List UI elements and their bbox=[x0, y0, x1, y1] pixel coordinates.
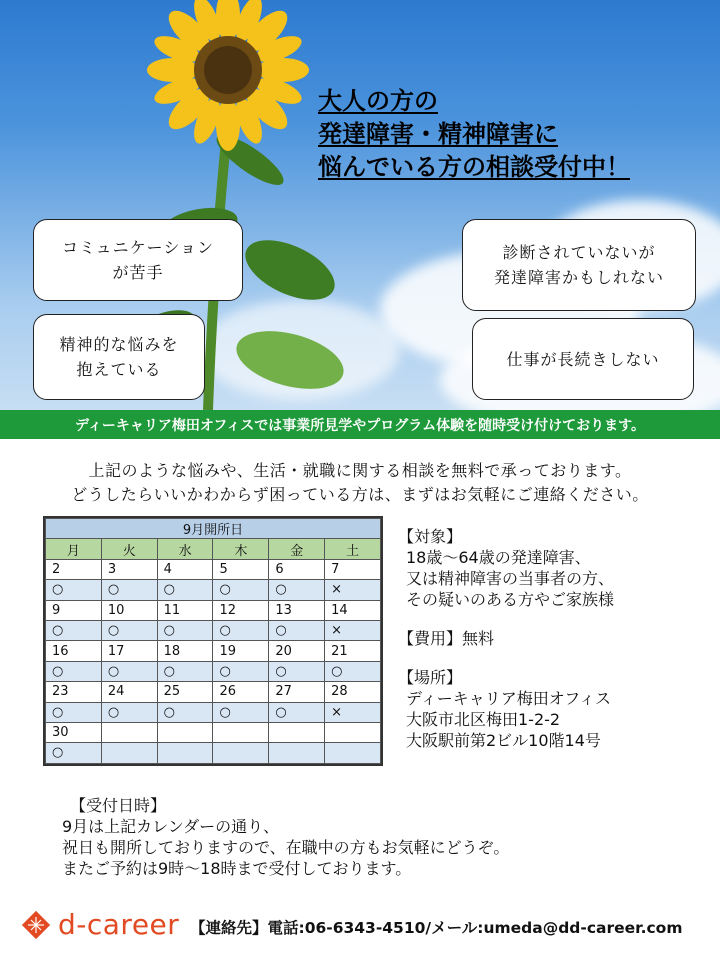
calendar-status-row bbox=[46, 580, 381, 600]
calendar-status-cell: ○ bbox=[157, 580, 213, 600]
calendar-status-cell: ○ bbox=[269, 620, 325, 640]
calendar-date-cell: 18 bbox=[157, 641, 213, 661]
calendar-date-row bbox=[46, 559, 381, 579]
calendar-status-cell bbox=[101, 743, 157, 763]
weekday-header: 月 bbox=[46, 539, 102, 559]
calendar-status-cell: × bbox=[325, 580, 381, 600]
calendar-status-cell: ○ bbox=[269, 661, 325, 681]
calendar-date-cell: 25 bbox=[157, 682, 213, 702]
calendar-date-cell: 5 bbox=[213, 559, 269, 579]
calendar-status-cell: ○ bbox=[213, 661, 269, 681]
calendar-date-cell: 26 bbox=[213, 682, 269, 702]
d-career-logo bbox=[22, 908, 179, 941]
schedule-line: 祝日も開所しておりますので、在職中の方もお気軽にどうぞ。 bbox=[62, 838, 510, 857]
reception-schedule bbox=[62, 795, 510, 879]
calendar-date-cell: 3 bbox=[101, 559, 157, 579]
calendar-date-cell bbox=[157, 722, 213, 742]
place-heading: 【場所】 bbox=[398, 668, 463, 687]
logo-text: d-career bbox=[58, 908, 180, 941]
calendar-date-cell: 14 bbox=[325, 600, 381, 620]
calendar-status-row bbox=[46, 702, 381, 722]
info-panel bbox=[398, 526, 614, 751]
cost-row bbox=[398, 628, 614, 649]
calendar-status-cell: ○ bbox=[101, 702, 157, 722]
calendar-status-cell: ○ bbox=[46, 580, 102, 600]
calendar-date-cell: 10 bbox=[101, 600, 157, 620]
place-line: 大阪市北区梅田1-2-2 bbox=[406, 710, 561, 729]
intro-line-1: 上記のような悩みや、生活・就職に関する相談を無料で承っております。 bbox=[88, 461, 632, 480]
calendar-title: 9月開所日 bbox=[46, 519, 381, 539]
calendar-date-cell: 13 bbox=[269, 600, 325, 620]
calendar-date-cell: 24 bbox=[101, 682, 157, 702]
calendar-status-cell: ○ bbox=[46, 702, 102, 722]
calendar-date-cell bbox=[325, 722, 381, 742]
cost-heading: 【費用】 bbox=[398, 629, 463, 648]
calendar-status-cell: × bbox=[325, 620, 381, 640]
target-line: 18歳～64歳の発達障害、 bbox=[406, 548, 591, 567]
target-line: その疑いのある方やご家族様 bbox=[406, 590, 615, 609]
calendar-date-cell: 20 bbox=[269, 641, 325, 661]
calendar-status-cell: ○ bbox=[213, 620, 269, 640]
opening-calendar bbox=[45, 518, 381, 764]
place-line: 大阪駅前第2ビル10階14号 bbox=[406, 731, 601, 750]
cost-value: 無料 bbox=[462, 629, 495, 648]
calendar-date-cell: 7 bbox=[325, 559, 381, 579]
bubble-mental: 精神的な悩みを 抱えている bbox=[33, 314, 205, 400]
bubble-job: 仕事が長続きしない bbox=[472, 318, 694, 400]
calendar-date-cell bbox=[269, 722, 325, 742]
calendar-status-cell: ○ bbox=[157, 620, 213, 640]
calendar-date-cell: 21 bbox=[325, 641, 381, 661]
weekday-header: 火 bbox=[101, 539, 157, 559]
calendar-date-cell: 23 bbox=[46, 682, 102, 702]
weekday-header: 金 bbox=[269, 539, 325, 559]
calendar-status-row bbox=[46, 743, 381, 763]
calendar-status-cell: ○ bbox=[213, 580, 269, 600]
calendar-date-cell: 28 bbox=[325, 682, 381, 702]
contact-info[interactable]: 【連絡先】電話:06-6343-4510/メール:umeda@dd-career.com bbox=[190, 919, 683, 937]
calendar-date-row bbox=[46, 682, 381, 702]
calendar-status-cell: ○ bbox=[101, 580, 157, 600]
schedule-heading: 【受付日時】 bbox=[70, 796, 167, 815]
bubble-communication: コミュニケーション が苦手 bbox=[33, 219, 243, 301]
calendar-status-cell: ○ bbox=[101, 620, 157, 640]
calendar-status-cell: ○ bbox=[269, 580, 325, 600]
calendar-status-cell: ○ bbox=[46, 620, 102, 640]
weekday-header: 土 bbox=[325, 539, 381, 559]
calendar-date-row bbox=[46, 600, 381, 620]
calendar-status-cell bbox=[325, 743, 381, 763]
calendar-status-cell: ○ bbox=[157, 661, 213, 681]
calendar-status-cell: ○ bbox=[157, 702, 213, 722]
calendar-status-cell: ○ bbox=[213, 702, 269, 722]
calendar-date-cell: 16 bbox=[46, 641, 102, 661]
weekday-header: 木 bbox=[213, 539, 269, 559]
schedule-line: 9月は上記カレンダーの通り、 bbox=[62, 817, 280, 836]
diamond-logo-icon bbox=[22, 911, 50, 939]
headline-line-3: 悩んでいる方の相談受付中！ bbox=[318, 152, 630, 181]
calendar-status-cell: ○ bbox=[46, 743, 102, 763]
calendar-status-cell: ○ bbox=[101, 661, 157, 681]
calendar-date-row bbox=[46, 641, 381, 661]
target-heading: 【対象】 bbox=[398, 527, 463, 546]
calendar-date-cell bbox=[101, 722, 157, 742]
calendar-status-cell: ○ bbox=[269, 702, 325, 722]
calendar-status-row bbox=[46, 661, 381, 681]
headline-line-2: 発達障害・精神障害に bbox=[318, 119, 558, 148]
calendar-date-cell: 30 bbox=[46, 722, 102, 742]
calendar-status-cell: ○ bbox=[325, 661, 381, 681]
schedule-line: またご予約は9時～18時まで受付しております。 bbox=[62, 859, 412, 878]
calendar-date-cell: 12 bbox=[213, 600, 269, 620]
bubble-undiagnosed: 診断されていないが 発達障害かもしれない bbox=[462, 219, 696, 311]
calendar-status-cell: × bbox=[325, 702, 381, 722]
calendar-date-cell bbox=[213, 722, 269, 742]
calendar-date-cell: 4 bbox=[157, 559, 213, 579]
calendar-date-cell: 2 bbox=[46, 559, 102, 579]
calendar-date-cell: 11 bbox=[157, 600, 213, 620]
calendar-date-row bbox=[46, 722, 381, 742]
weekday-header: 水 bbox=[157, 539, 213, 559]
intro-line-2: どうしたらいいかわからず困っている方は、まずはお気軽にご連絡ください。 bbox=[71, 485, 649, 504]
calendar-status-cell bbox=[157, 743, 213, 763]
calendar-status-cell: ○ bbox=[46, 661, 102, 681]
place-line: ディーキャリア梅田オフィス bbox=[406, 689, 611, 708]
calendar-date-cell: 17 bbox=[101, 641, 157, 661]
calendar-status-cell bbox=[213, 743, 269, 763]
calendar-date-cell: 9 bbox=[46, 600, 102, 620]
calendar-date-cell: 6 bbox=[269, 559, 325, 579]
calendar-date-cell: 19 bbox=[213, 641, 269, 661]
calendar-status-row bbox=[46, 620, 381, 640]
headline bbox=[318, 84, 630, 183]
headline-line-1: 大人の方の bbox=[318, 86, 438, 115]
calendar-status-cell bbox=[269, 743, 325, 763]
calendar-date-cell: 27 bbox=[269, 682, 325, 702]
office-banner: ディーキャリア梅田オフィスでは事業所見学やプログラム体験を随時受け付けております。 bbox=[0, 410, 720, 439]
target-line: 又は精神障害の当事者の方、 bbox=[406, 569, 615, 588]
